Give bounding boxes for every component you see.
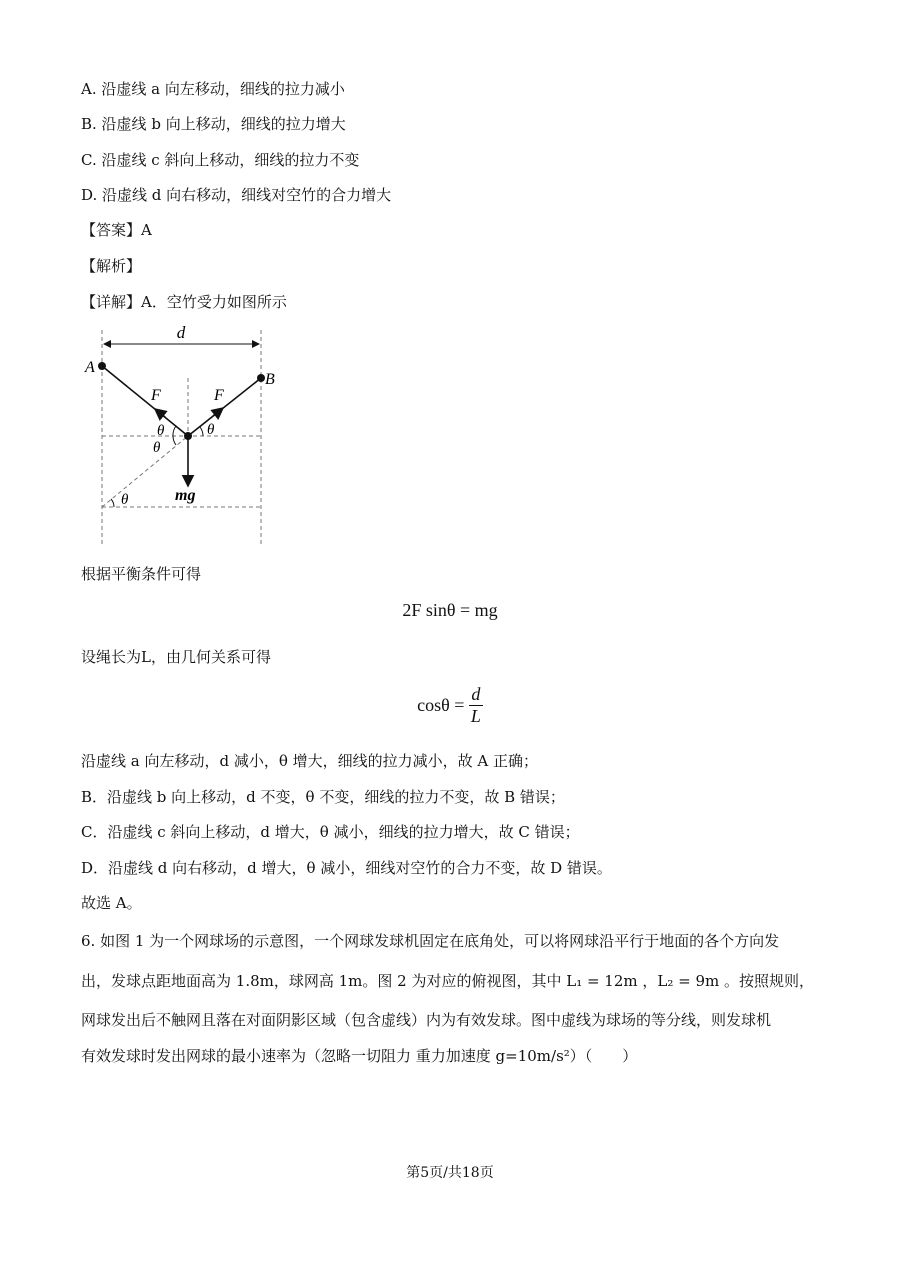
question-6-line-2: 出，发球点距地面高为 1.8m，球网高 1m。图 2 为对应的俯视图，其中 L₁ = 12m ，L₂ = 9m 。按照规则，	[81, 972, 815, 990]
label-theta-2: θ	[207, 422, 215, 438]
label-b: B	[265, 371, 275, 388]
solution-a: 沿虚线 a 向左移动，d 减小，θ 增大，细线的拉力减小，故 A 正确；	[81, 752, 539, 770]
option-d: D. 沿虚线 d 向右移动，细线对空竹的合力增大	[81, 186, 392, 204]
label-theta-4: θ	[121, 492, 129, 508]
d-label: d	[176, 323, 186, 342]
option-b: B. 沿虚线 b 向上移动，细线的拉力增大	[81, 115, 346, 133]
equation-2	[0, 684, 900, 727]
text-equilibrium: 根据平衡条件可得	[81, 565, 202, 583]
rope-right	[188, 378, 261, 436]
answer: 【答案】A	[81, 221, 152, 239]
label-theta-3: θ	[153, 440, 161, 456]
text-rope-length: 设绳长为L，由几何关系可得	[81, 648, 271, 666]
label-mg: mg	[175, 487, 196, 504]
solution-d: D．沿虚线 d 向右移动，d 增大，θ 减小，细线对空竹的合力不变，故 D 错误。	[81, 859, 612, 877]
force-arrow-left	[155, 409, 165, 417]
force-arrow-right	[213, 408, 223, 416]
option-a: A. 沿虚线 a 向左移动，细线的拉力减小	[81, 80, 345, 98]
point-b	[257, 374, 265, 382]
question-6-line-4: 有效发球时发出网球的最小速率为（忽略一切阻力 重力加速度 g=10m/s²）（ ）	[81, 1047, 638, 1065]
angle-arc-bottom	[111, 499, 114, 507]
fraction-numerator: d	[469, 684, 483, 706]
label-theta-1: θ	[157, 423, 165, 439]
bamboo-point	[184, 432, 192, 440]
solution-c: C．沿虚线 c 斜向上移动，d 增大，θ 减小，细线的拉力增大，故 C 错误；	[81, 823, 580, 841]
detail-heading: 【详解】A．空竹受力如图所示	[81, 293, 287, 311]
label-a: A	[85, 359, 95, 376]
equation-2-left: cosθ =	[417, 695, 465, 715]
rope-left	[102, 366, 188, 436]
angle-arc-left	[173, 426, 176, 436]
fraction-denominator: L	[470, 706, 481, 726]
label-f-right: F	[214, 387, 224, 404]
angle-arc-right	[200, 427, 203, 436]
conclusion: 故选 A。	[81, 894, 142, 912]
force-diagram	[81, 318, 281, 550]
question-6-line-3: 网球发出后不触网且落在对面阴影区域（包含虚线）内为有效发球。图中虚线为球场的等分线，则发球机	[81, 1011, 772, 1029]
angle-arc-lower	[173, 436, 176, 445]
analysis-heading: 【解析】	[81, 257, 142, 275]
option-c: C. 沿虚线 c 斜向上移动，细线的拉力不变	[81, 151, 360, 169]
fraction	[469, 684, 483, 727]
question-6-line-1: 6. 如图 1 为一个网球场的示意图，一个网球发球机固定在底角处，可以将网球沿平行于地面的各个方向发	[81, 932, 780, 950]
point-a	[98, 362, 106, 370]
page-footer: 第5页/共18页	[406, 1165, 494, 1181]
label-f-left: F	[151, 387, 161, 404]
equation-1: 2F sinθ = mg	[402, 600, 498, 620]
solution-b: B．沿虚线 b 向上移动，d 不变，θ 不变，细线的拉力不变，故 B 错误；	[81, 788, 565, 806]
